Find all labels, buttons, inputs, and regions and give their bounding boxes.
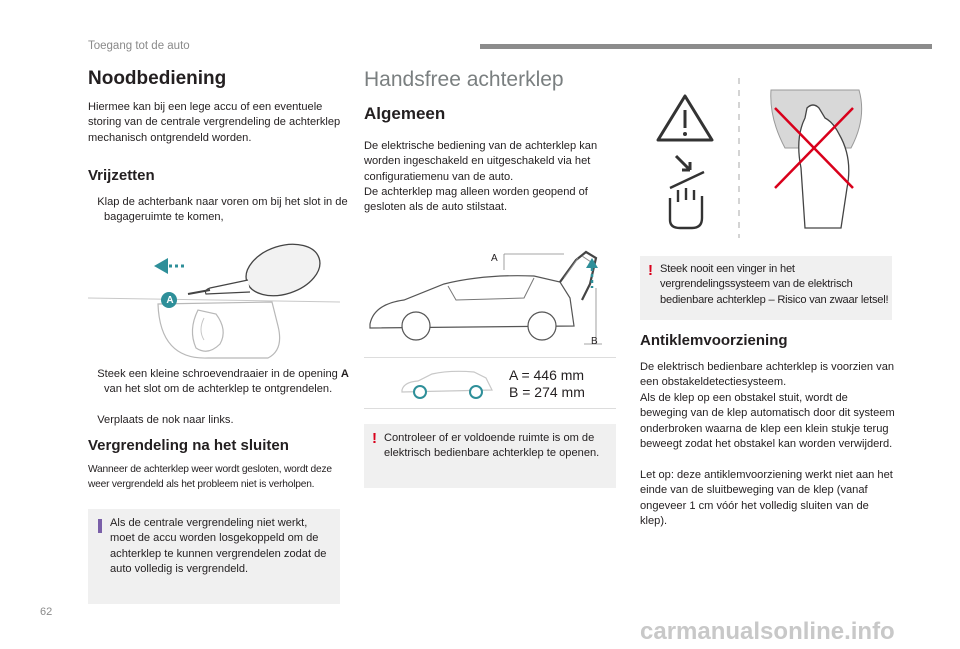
callout-a-label: A — [166, 295, 174, 306]
header-bar — [480, 44, 932, 49]
info-box — [88, 509, 340, 604]
general-text-1: De elektrische bediening van de achterklep kan worden ingeschakeld en uitgeschakeld via het configuratiemenu van de auto. — [364, 140, 598, 183]
car-tailgate-figure — [364, 248, 616, 348]
finger-in-lock-figure — [735, 78, 885, 238]
lock-figure — [88, 240, 340, 360]
title-noodbediening: Noodbediening — [88, 68, 227, 89]
heading-vrijzetten: Vrijzetten — [88, 167, 155, 184]
unlock-step-1-text: Klap de achterbank naar voren om bij het slot in de bagageruimte te komen, — [97, 196, 348, 224]
page-number: 62 — [40, 606, 53, 618]
hand-icon — [670, 188, 702, 228]
unlock-step-2-bold-a: A — [340, 368, 349, 380]
unlock-step-3 — [88, 413, 356, 428]
warning-icons — [640, 78, 730, 238]
watermark: carmanualsonline.info — [640, 618, 895, 645]
anti-text-2: Als de klep op een obstakel stuit, wordt de beweging van de klep automatisch door dit systeem onderbroken waarna de klep een klein stukje terug beweegt zodat het obstakel kan worden verwijderd. — [640, 392, 895, 450]
unlock-step-2 — [88, 367, 356, 398]
anti-text-3: Let op: deze antiklemvoorziening werkt niet aan het einde van de sluitbeweging van de klep (vanaf ongeveer 1 cm vóór het volledig sluiten van de klep). — [640, 469, 893, 527]
heading-antiklem: Antiklemvoorziening — [640, 332, 788, 349]
anti-text-1: De elektrisch bedienbare achterklep is voorzien van een obstakeldetectiesysteem. — [640, 361, 895, 389]
info-marker — [98, 519, 102, 533]
car-icon — [400, 370, 500, 402]
dimension-a-value: A = 446 mm — [509, 367, 585, 383]
warning-box-space — [364, 424, 616, 488]
warning-mark: ! — [648, 262, 653, 279]
unlock-step-2-text-c: van het slot om de achterklep te ontgrendelen. — [104, 383, 333, 396]
unlock-step-2-text-a: Steek een kleine schroevendraaier in de opening — [97, 368, 341, 380]
warning-box-space-text: Controleer of er voldoende ruimte is om de elektrisch bedienbare achterklep te openen. — [384, 432, 600, 460]
arrow-down-icon — [676, 156, 690, 170]
warning-box-finger-text: Steek nooit een vinger in het vergrendelingssysteem van de elektrisch bedienbare achterklep – Risico van zwaar letsel! — [660, 263, 889, 306]
unlock-step-1 — [88, 195, 354, 226]
intro-text: Hiermee kan bij een lege accu of een eventuele storing van de centrale vergrendeling de achterklep mechanisch ontgrendeld worden. — [88, 101, 341, 144]
dimension-label-a: A — [491, 253, 498, 264]
unlock-step-3-text: Verplaats de nok naar links. — [97, 414, 234, 426]
title-handsfree: Handsfree achterklep — [364, 68, 564, 91]
warning-box-finger — [640, 256, 892, 320]
dimension-b-value: B = 274 mm — [509, 384, 585, 400]
section-header: Toegang tot de auto — [88, 40, 190, 52]
heading-vergrendeling: Vergrendeling na het sluiten — [88, 437, 289, 454]
general-text-2: De achterklep mag alleen worden geopend of gesloten als de auto stilstaat. — [364, 186, 588, 214]
heading-algemeen: Algemeen — [364, 104, 446, 123]
warning-mark: ! — [372, 430, 377, 447]
dimensions-panel — [364, 357, 616, 409]
info-box-text: Als de centrale vergrendeling niet werkt, moet de accu worden losgekoppeld om de achterklep te kunnen vergrendelen zodat de auto volledig is vergrendeld. — [110, 517, 327, 575]
lock-text: Wanneer de achterklep weer wordt gesloten, wordt deze weer vergrendeld als het probleem niet is verholpen. — [88, 464, 332, 490]
dimension-label-b: B — [591, 336, 598, 347]
